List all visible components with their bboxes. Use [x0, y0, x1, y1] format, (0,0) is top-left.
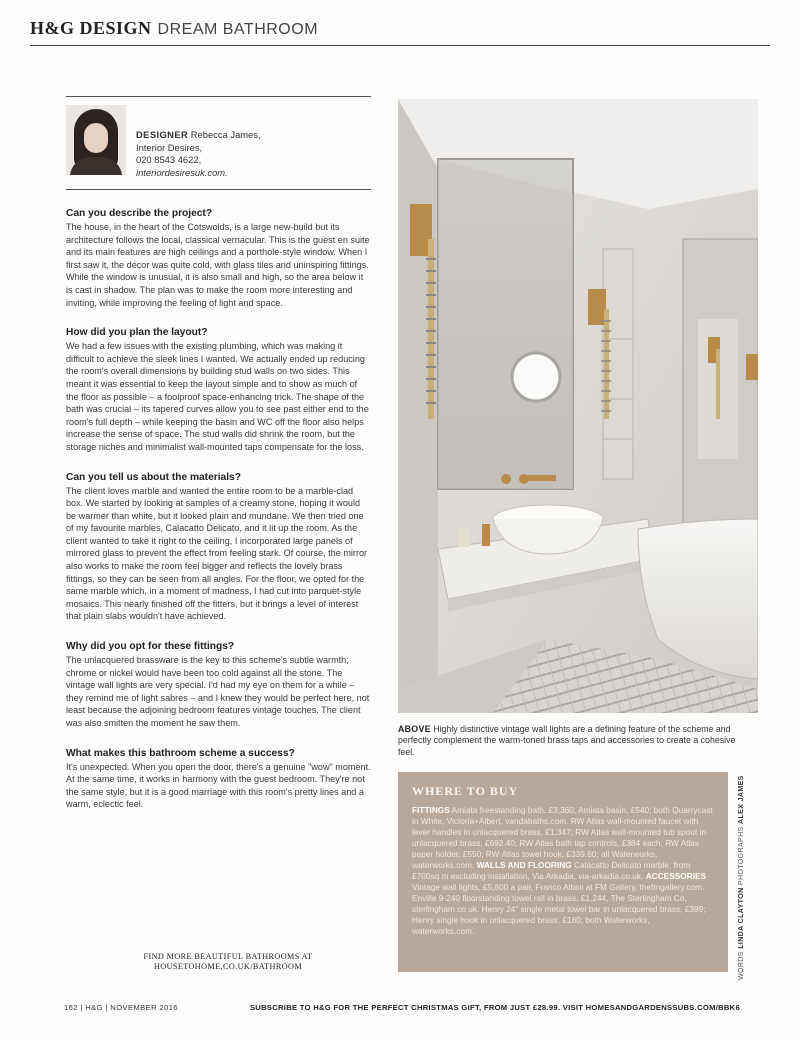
bathroom-photo	[398, 99, 758, 713]
caption-text: Highly distinctive vintage wall lights are a defining feature of the scheme and perfectly complement the warm-toned brass taps and accessories to create a cohesive feel.	[398, 724, 736, 757]
walls-text: Calacatto Delicato marble, from £700sq m excluding installation, Via Arkadia, via-arkadia.co.uk.	[412, 860, 691, 881]
where-to-buy-title: WHERE TO BUY	[412, 784, 519, 798]
page-footer	[30, 1003, 770, 1017]
answer: We had a few issues with the existing plumbing, which was making it difficult to achieve the sleek lines I wanted. We actually ended up reducing the room's overall dimensions by building stud walls on two sides. This meant it was essential to keep the layout simple and to show as much of the floor as possible – a foolproof space-enhancing trick. The shape of the bath was crucial – its tapered curves allow you to see past either end to the room's full depth – while keeping the basin and WC off the floor also helps increase the sense of space. The stud walls did shrink the room, but the storage niches and minimalist wall-mounted taps compensate for the loss.	[66, 341, 369, 452]
designer-details	[136, 105, 261, 179]
photo-credits	[738, 775, 745, 980]
designer-name: Rebecca James,	[190, 129, 261, 140]
accessories-text: Vintage wall lights, £5,600 a pair, Franco Albini at FM Gallery, thefmgallery.com. Enville 9-240 floorstanding towel rail in brass, £1,244, The Sterlingham Co, sterlingham.co.uk. Henry 24" single metal towel bar in unlacquered brass, £399; Henry single hook in unlacquered brass, £160; both Waterworks, waterworks.com.	[412, 882, 706, 936]
designer-phone: 020 8543 4622,	[136, 154, 202, 165]
walls-label: WALLS AND FLOORING	[476, 860, 572, 870]
where-to-buy-body	[412, 805, 714, 937]
qa-block-2	[66, 327, 371, 453]
designer-company: Interior Desires,	[136, 141, 203, 153]
answer: The client loves marble and wanted the entire room to be a marble-clad box. We started by looking at samples of a creamy stone, hoping it would be warmer than white, but it looked plain and mundane. We then tried one of my favourite marbles, Calacatto Delicato, and it lit up the room. As the client wanted to take it right to the ceiling, I incorporated large panels of mirrored glass to prevent the effect from feeling stark. Of course, the mirror also works to make the room feel bigger and reflects the lovely brass fittings, so they can be seen from all angles. For the floor, we opted for the same marble which, in a moment of madness, I had cut into parquet-style mosaics. This nearly finished off the fitters, but it brings a level of interest that plain slabs wouldn't have achieved.	[66, 485, 368, 622]
find-more-line1: FIND MORE BEAUTIFUL BATHROOMS AT	[143, 952, 313, 961]
answer: The unlacquered brassware is the key to this scheme's subtle warmth; chrome or nickel would have been too cold against all the stone. The vintage wall lights are very special. I'd had my eye on them for a while – they remind me of light sabres – and I knew they would be perfect here, not least because the adjoining bedroom features vintage touches. The client was also smitten the moment he saw them.	[66, 655, 370, 728]
caption-label: ABOVE	[398, 724, 431, 734]
brand-title: H&G DESIGN	[30, 18, 152, 38]
photo-label: PHOTOGRAPHS	[738, 826, 745, 886]
designer-website: interiordesiresuk.com.	[136, 166, 228, 178]
question: How did you plan the layout?	[66, 327, 208, 339]
fittings-label: FITTINGS	[412, 805, 450, 815]
answer: The house, in the heart of the Cotswolds, is a large new-build but its architecture follows the local, classical vernacular. This is the guest en suite and its main features are high ceilings and a porthole-style window. When I first saw it, the décor was quite cold, with glass tiles and uninspiring fittings. While the window is unusual, it is also small and high, so the area below it is cast in shadow. The plan was to make the room more interesting and inviting, while improving the feeling of light and space.	[66, 222, 370, 308]
designer-label: DESIGNER	[136, 129, 189, 140]
accessories-label: ACCESSORIES	[645, 871, 707, 881]
article-column	[66, 96, 371, 811]
photo-caption	[398, 724, 738, 758]
designer-box	[66, 96, 371, 190]
words-name: LINDA CLAYTON	[738, 887, 745, 949]
words-label: WORDS	[738, 951, 745, 980]
answer: It's unexpected. When you open the door, there's a genuine "wow" moment. At the same time, it works in harmony with the guest bedroom. They're not the same style, but it is a good marriage with this room's pretty lines and a warm, eclectic feel.	[66, 761, 371, 810]
find-more-line2: HOUSETOHOME.CO.UK/BATHROOM	[153, 962, 303, 971]
find-more-link[interactable]	[108, 952, 348, 972]
qa-block-3	[66, 472, 371, 624]
designer-photo	[66, 105, 126, 175]
section-title: DREAM BATHROOM	[157, 21, 319, 38]
qa-block-4	[66, 641, 371, 730]
where-to-buy-box	[398, 772, 728, 972]
question: Can you tell us about the materials?	[66, 471, 241, 483]
page-header	[30, 16, 770, 46]
question: Why did you opt for these fittings?	[66, 641, 235, 653]
question: Can you describe the project?	[66, 208, 213, 219]
question: What makes this bathroom scheme a success?	[66, 747, 295, 759]
subscribe-link[interactable]: SUBSCRIBE TO H&G FOR THE PERFECT CHRISTMAS GIFT, FROM JUST £28.99. VISIT HOMESANDGARDENSSUBS.COM/BBK6	[249, 1003, 740, 1012]
qa-block-5	[66, 748, 371, 811]
fittings-text: Amiata freestanding bath, £3,360; Amiata basin, £540; both Quarrycast in White, Victoria+Albert, vandabaths.com. RW Atlas wall-mounted faucet with lever handles in unlacquered brass, £1,347; RW Atlas wall-mounted tub spout in unlacquered brass, £692.40; RW Atlas bath tap controls, £384 each; RW Atlas paper holder, £550; RW Atlas towel hook, £339.60; all Waterworks, waterworks.com.	[412, 805, 713, 870]
photo-name: ALEX JAMES	[738, 775, 745, 824]
qa-block-1	[66, 208, 371, 309]
folio: 162 | H&G | NOVEMBER 2016	[64, 1003, 178, 1012]
